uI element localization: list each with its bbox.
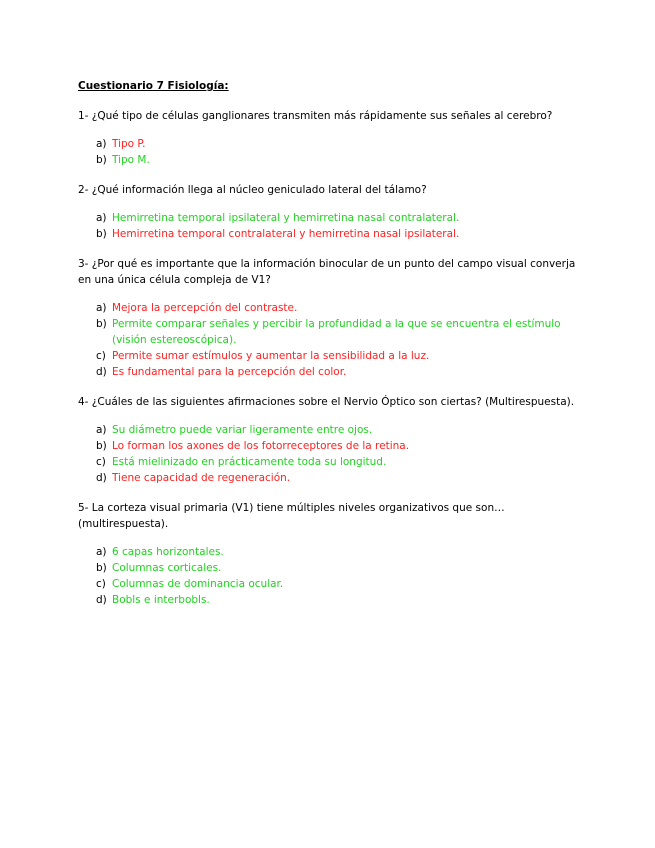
question-1-option-a [78,136,588,152]
option-text: Lo forman los axones de los fotorreceptores de la retina. [112,440,410,452]
question-2-option-b [78,226,588,242]
option-letter: c) [96,456,106,468]
question-4-text: 4- ¿Cuáles de las siguientes afirmaciones sobre el Nervio Óptico son ciertas? (Multirespuesta). [78,396,575,408]
question-2-text: 2- ¿Qué información llega al núcleo geniculado lateral del tálamo? [78,184,427,196]
option-letter: a) [96,546,107,558]
option-letter: b) [96,228,107,240]
option-letter: b) [96,562,107,574]
question-5-option-d [78,592,588,608]
question-4-option-c [78,454,588,470]
question-3-option-d [78,364,588,380]
option-letter: a) [96,212,107,224]
option-letter: b) [96,154,107,166]
question-5-option-c [78,576,588,592]
option-text: 6 capas horizontales. [112,546,224,558]
question-1-option-b [78,152,588,168]
option-letter: d) [96,472,107,484]
option-letter: b) [96,318,107,330]
option-text: Tiene capacidad de regeneración. [112,472,291,484]
question-block-4 [78,394,588,486]
option-letter: c) [96,578,106,590]
question-1-options [78,136,588,168]
option-text: Mejora la percepción del contraste. [112,302,298,314]
option-letter: a) [96,302,107,314]
option-text: Está mielinizado en prácticamente toda su longitud. [112,456,387,468]
option-text: Es fundamental para la percepción del color. [112,366,347,378]
option-text: Hemirretina temporal ipsilateral y hemirretina nasal contralateral. [112,212,460,224]
option-letter: d) [96,366,107,378]
question-5-text: 5- La corteza visual primaria (V1) tiene múltiples niveles organizativos que son… (multirespuesta). [78,502,505,530]
question-4-options [78,422,588,486]
question-5-option-b [78,560,588,576]
question-5-options [78,544,588,608]
option-letter: c) [96,350,106,362]
question-2-option-a [78,210,588,226]
option-text: Columnas corticales. [112,562,222,574]
question-1-text: 1- ¿Qué tipo de células ganglionares transmiten más rápidamente sus señales al cerebro? [78,110,553,122]
question-block-2 [78,182,588,242]
question-5-option-a [78,544,588,560]
question-4-option-a [78,422,588,438]
option-text: Permite comparar señales y percibir la profundidad a la que se encuentra el estímulo (visión estereoscópica). [112,318,561,346]
question-block-1 [78,108,588,168]
option-text: Hemirretina temporal contralateral y hemirretina nasal ipsilateral. [112,228,460,240]
document-title: Cuestionario 7 Fisiología: [78,80,229,92]
question-4-option-d [78,470,588,486]
option-text: Su diámetro puede variar ligeramente entre ojos. [112,424,373,436]
option-text: Tipo M. [112,154,150,166]
document-page [78,78,588,622]
option-letter: a) [96,138,107,150]
question-3-options [78,300,588,380]
option-letter: d) [96,594,107,606]
question-4-option-b [78,438,588,454]
question-2-options [78,210,588,242]
option-letter: b) [96,440,107,452]
option-letter: a) [96,424,107,436]
option-text: Permite sumar estímulos y aumentar la sensibilidad a la luz. [112,350,430,362]
option-text: Bobls e interbobls. [112,594,210,606]
question-3-option-b [78,316,588,348]
question-3-option-c [78,348,588,364]
question-3-text: 3- ¿Por qué es importante que la información binocular de un punto del campo visual converja en una única célula compleja de V1? [78,258,576,286]
question-block-3 [78,256,588,380]
question-block-5 [78,500,588,608]
question-3-option-a [78,300,588,316]
option-text: Tipo P. [112,138,146,150]
option-text: Columnas de dominancia ocular. [112,578,284,590]
